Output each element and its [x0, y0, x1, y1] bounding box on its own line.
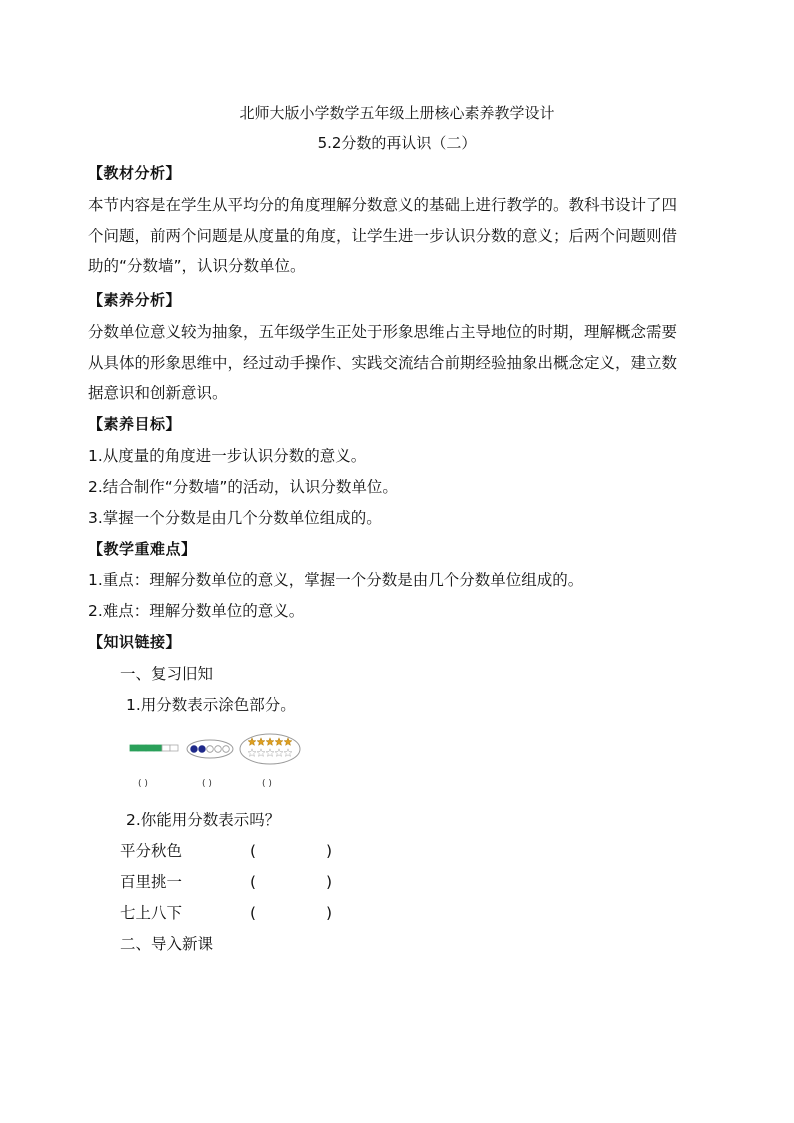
idiom-answer-blank[interactable]: [250, 903, 332, 923]
paren-close: ): [325, 873, 332, 891]
heading-textbook-analysis: 【教材分析】: [88, 164, 182, 182]
paragraph-line: 助的“分数墙”，认识分数单位。: [88, 257, 306, 275]
star-model: [240, 734, 300, 764]
section-part-new-lesson: 二、导入新课: [120, 935, 214, 953]
bar-cell: [162, 745, 170, 751]
circle-unit: [199, 746, 206, 753]
circle-unit: [215, 746, 222, 753]
bar-cell: [138, 745, 146, 751]
paren-open: (: [250, 904, 257, 922]
goal-item: 3.掌握一个分数是由几个分数单位组成的。: [88, 509, 382, 527]
bar-model: [130, 745, 178, 751]
paragraph-line: 分数单位意义较为抽象，五年级学生正处于形象思维占主导地位的时期，理解概念需要: [88, 323, 678, 341]
question-1: 1.用分数表示涂色部分。: [126, 696, 296, 714]
heading-key-points: 【教学重难点】: [88, 540, 197, 558]
document-subtitle: 5.2分数的再认识（二）: [317, 134, 477, 152]
blank-answer-2[interactable]: ( ): [202, 779, 212, 789]
document-title: 北师大版小学数学五年级上册核心素养教学设计: [239, 104, 555, 122]
paragraph-line: 从具体的形象思维中，经过动手操作、实践交流结合前期经验抽象出概念定义，建立数: [88, 353, 678, 372]
idiom-answer-blank[interactable]: [250, 841, 332, 861]
heading-knowledge-link: 【知识链接】: [88, 633, 182, 651]
paragraph-line: 据意识和创新意识。: [88, 384, 228, 402]
bar-cell: [130, 745, 138, 751]
paren-close: ): [325, 842, 332, 860]
goal-item: 1.从度量的角度进一步认识分数的意义。: [88, 447, 367, 465]
blank-answer-1[interactable]: ( ): [138, 779, 148, 789]
section-part-review: 一、复习旧知: [120, 665, 214, 683]
paren-open: (: [250, 873, 257, 891]
key-point-item: 2.难点：理解分数单位的意义。: [88, 602, 305, 620]
paragraph-line: 个问题，前两个问题是从度量的角度，让学生进一步认识分数的意义；后两个问题则借: [88, 226, 678, 245]
circle-unit: [191, 746, 198, 753]
paragraph-line: 本节内容是在学生从平均分的角度理解分数意义的基础上进行教学的。教科书设计了四: [88, 196, 678, 214]
circle-unit: [223, 746, 230, 753]
heading-literacy-goals: 【素养目标】: [88, 415, 182, 433]
key-point-item: 1.重点：理解分数单位的意义，掌握一个分数是由几个分数单位组成的。: [88, 571, 584, 589]
blank-answer-3[interactable]: ( ): [262, 779, 272, 789]
idiom-label: 平分秋色: [120, 842, 183, 860]
question-2: 2.你能用分数表示吗？: [126, 811, 281, 829]
bar-cell: [154, 745, 162, 751]
heading-literacy-analysis: 【素养分析】: [88, 291, 182, 309]
bar-cell: [146, 745, 154, 751]
idiom-label: 七上八下: [120, 904, 183, 922]
circle-model: [187, 740, 233, 758]
shaded-parts-figure: [126, 728, 316, 792]
paragraph-literacy-analysis: [88, 317, 708, 409]
paren-open: (: [250, 842, 257, 860]
paragraph-textbook-analysis: [88, 190, 708, 282]
goal-item: 2.结合制作“分数墙”的活动，认识分数单位。: [88, 478, 398, 496]
bar-cell: [170, 745, 178, 751]
circle-unit: [207, 746, 214, 753]
paren-close: ): [325, 904, 332, 922]
idiom-label: 百里挑一: [120, 873, 183, 891]
idiom-answer-blank[interactable]: [250, 872, 332, 892]
